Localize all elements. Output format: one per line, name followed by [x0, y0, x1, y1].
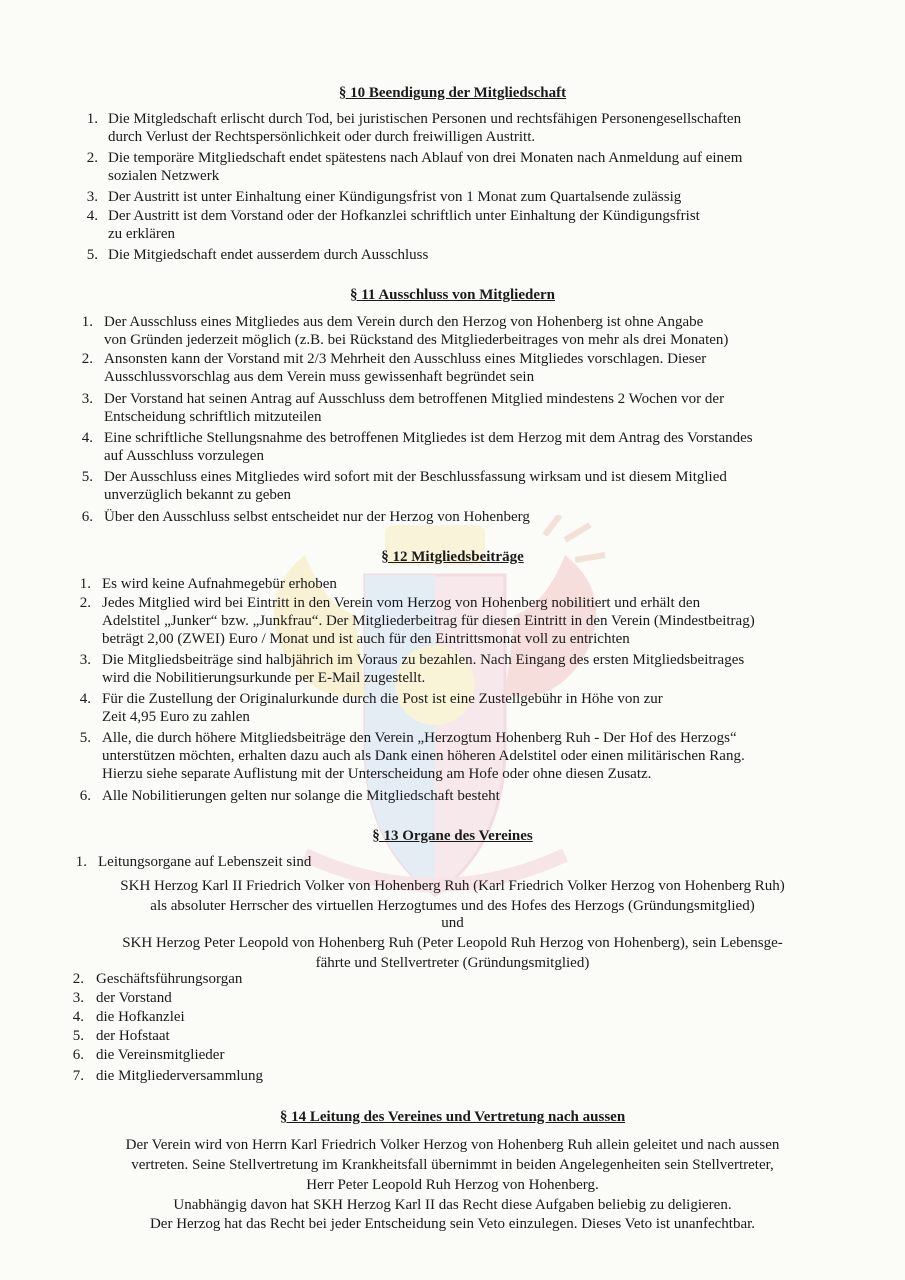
list-item-line: Es wird keine Aufnahmegebür erhoben	[102, 576, 337, 592]
list-item-line: durch Verlust der Rechtspersönlichkeit oder durch freiwilligen Austritt.	[108, 129, 536, 145]
centered-line: Unabhängig davon hat SKH Herzog Karl II das Recht diese Aufgaben beliebig zu deligieren.	[173, 1197, 732, 1213]
list-item-line: Eine schriftliche Stellungsnahme des betroffenen Mitgliedes ist dem Herzog mit dem Antrag des Vorstandes	[104, 430, 753, 446]
list-item-line: die Hofkanzlei	[96, 1009, 185, 1025]
centered-line: fährte und Stellvertreter (Gründungsmitglied)	[315, 955, 590, 971]
section-13-heading: § 13 Organe des Vereines	[372, 828, 533, 844]
list-item-number: 2.	[81, 351, 93, 367]
list-item-line: Entscheidung schriftlich mitzuteilen	[104, 409, 322, 425]
list-item-line: Die temporäre Mitgliedschaft endet spätestens nach Ablauf von drei Monaten nach Anmeldung auf einem	[108, 150, 743, 166]
list-item-line: Der Austritt ist unter Einhaltung einer Kündigungsfrist von 1 Monat zum Quartalsende zulässig	[108, 189, 682, 205]
list-item-number: 1.	[75, 854, 87, 870]
centered-line: und	[441, 915, 464, 931]
list-item-number: 1.	[81, 314, 93, 330]
list-item-line: Der Ausschluss eines Mitgliedes aus dem Verein durch den Herzog von Hohenberg ist ohne Angabe	[104, 314, 704, 330]
centered-line: Herr Peter Leopold Ruh Herzog von Hohenberg.	[306, 1177, 599, 1193]
list-item-line: Der Ausschluss eines Mitgliedes wird sofort mit der Beschlussfassung wirksam und ist diesem Mitglied	[104, 469, 727, 485]
list-item-number: 1.	[79, 576, 91, 592]
list-item-line: Alle Nobilitierungen gelten nur solange die Mitgliedschaft besteht	[102, 788, 500, 804]
list-item-line: Leitungsorgane auf Lebenszeit sind	[98, 854, 312, 870]
list-item-line: Geschäftsführungsorgan	[96, 971, 243, 987]
list-item-line: Die Mitgiedschaft endet ausserdem durch Ausschluss	[108, 247, 429, 263]
list-item-number: 4.	[79, 691, 91, 707]
centered-line: SKH Herzog Peter Leopold von Hohenberg Ruh (Peter Leopold Ruh Herzog von Hohenberg), sein Lebensge-	[122, 935, 783, 951]
centered-line: als absoluter Herrscher des virtuellen Herzogtumes und des Hofes des Herzogs (Gründungsmitglied)	[150, 898, 755, 914]
list-item-line: Adelstitel „Junker“ bzw. „Junkfrau“. Der Mitgliederbeitrag für diesen Eintritt in den Verein (Mindestbeitrag)	[102, 613, 755, 629]
list-item-line: Die Mitgliedsbeiträge sind halbjährich im Voraus zu bezahlen. Nach Eingang des ersten Mitgliedsbeitrages	[102, 652, 745, 668]
list-item-number: 3.	[81, 391, 93, 407]
list-item-number: 5.	[72, 1028, 84, 1044]
list-item-line: wird die Nobilitierungsurkunde per E-Mail zugestellt.	[102, 670, 426, 686]
centered-line: Der Herzog hat das Recht bei jeder Entscheidung sein Veto einzulegen. Dieses Veto ist unanfechtbar.	[149, 1216, 756, 1232]
list-item-line: Jedes Mitglied wird bei Eintritt in den Verein vom Herzog von Hohenberg nobilitiert und erhält den	[102, 595, 701, 611]
list-item-line: Ansonsten kann der Vorstand mit 2/3 Mehrheit den Ausschluss eines Mitgliedes vorschlagen. Dieser	[104, 351, 707, 367]
list-item-number: 6.	[81, 509, 93, 525]
list-item-number: 6.	[72, 1047, 84, 1063]
list-item-line: die Vereinsmitglieder	[96, 1047, 225, 1063]
list-item-number: 5.	[79, 730, 91, 746]
list-item-line: Der Austritt ist dem Vorstand oder der Hofkanzlei schriftlich unter Einhaltung der Kündigungsfrist	[108, 208, 700, 224]
list-item-line: auf Ausschluss vorzulegen	[104, 448, 264, 464]
list-item-number: 3.	[72, 990, 84, 1006]
list-item-number: 2.	[86, 150, 98, 166]
list-item-line: sozialen Netzwerk	[108, 168, 220, 184]
section-12-heading: § 12 Mitgliedsbeiträge	[381, 549, 524, 565]
list-item-number: 2.	[79, 595, 91, 611]
list-item-line: unterstützen möchten, erhalten dazu auch als Dank einen höheren Adelstitel oder einen militärischen Rang.	[102, 748, 745, 764]
list-item-number: 3.	[79, 652, 91, 668]
list-item-number: 3.	[86, 189, 98, 205]
list-item-number: 4.	[81, 430, 93, 446]
list-item-line: Zeit 4,95 Euro zu zahlen	[102, 709, 250, 725]
list-item-number: 2.	[72, 971, 84, 987]
list-item-line: beträgt 2,00 (ZWEI) Euro / Monat und ist auch für den Eintrittsmonat voll zu entrichten	[102, 631, 630, 647]
list-item-line: der Vorstand	[96, 990, 172, 1006]
list-item-number: 6.	[79, 788, 91, 804]
list-item-line: Über den Ausschluss selbst entscheidet nur der Herzog von Hohenberg	[104, 509, 530, 525]
list-item-line: Hierzu siehe separate Auflistung mit der Unterscheidung am Hofe oder ohne diesen Zusatz.	[102, 766, 652, 782]
list-item-number: 7.	[72, 1068, 84, 1084]
list-item-line: Der Vorstand hat seinen Antrag auf Ausschluss dem betroffenen Mitglied mindestens 2 Wochen vor der	[104, 391, 725, 407]
list-item-number: 5.	[86, 247, 98, 263]
list-item-line: zu erklären	[108, 226, 176, 242]
list-item-line: die Mitgliederversammlung	[96, 1068, 264, 1084]
centered-line: vertreten. Seine Stellvertretung im Krankheitsfall übernimmt in beiden Angelegenheiten sein Stellvertreter,	[131, 1157, 774, 1173]
list-item-number: 1.	[86, 111, 98, 127]
section-10-heading: § 10 Beendigung der Mitgliedschaft	[338, 85, 567, 101]
section-11-heading: § 11 Ausschluss von Mitgliedern	[349, 287, 556, 303]
list-item-line: Für die Zustellung der Originalurkunde durch die Post ist eine Zustellgebühr in Höhe von zur	[102, 691, 663, 707]
section-14-heading: § 14 Leitung des Vereines und Vertretung nach aussen	[279, 1109, 626, 1125]
list-item-number: 5.	[81, 469, 93, 485]
centered-line: Der Verein wird von Herrn Karl Friedrich Volker Herzog von Hohenberg Ruh allein geleitet und nach aussen	[125, 1137, 780, 1153]
list-item-line: der Hofstaat	[96, 1028, 170, 1044]
list-item-number: 4.	[86, 208, 98, 224]
list-item-line: unverzüglich bekannt zu geben	[104, 487, 292, 503]
list-item-line: Ausschlussvorschlag aus dem Verein muss gewissenhaft begründet sein	[104, 369, 535, 385]
list-item-line: von Gründen jederzeit möglich (z.B. bei Rückstand des Mitgliederbeitrages von mehr als drei Monaten)	[104, 332, 729, 348]
list-item-line: Alle, die durch höhere Mitgliedsbeiträge den Verein „Herzogtum Hohenberg Ruh - Der Hof des Herzogs“	[102, 730, 737, 746]
list-item-number: 4.	[72, 1009, 84, 1025]
list-item-line: Die Mitgledschaft erlischt durch Tod, bei juristischen Personen und rechtsfähigen Personengesellschaften	[108, 111, 742, 127]
centered-line: SKH Herzog Karl II Friedrich Volker von Hohenberg Ruh (Karl Friedrich Volker Herzog von Hohenberg Ruh)	[120, 878, 785, 894]
